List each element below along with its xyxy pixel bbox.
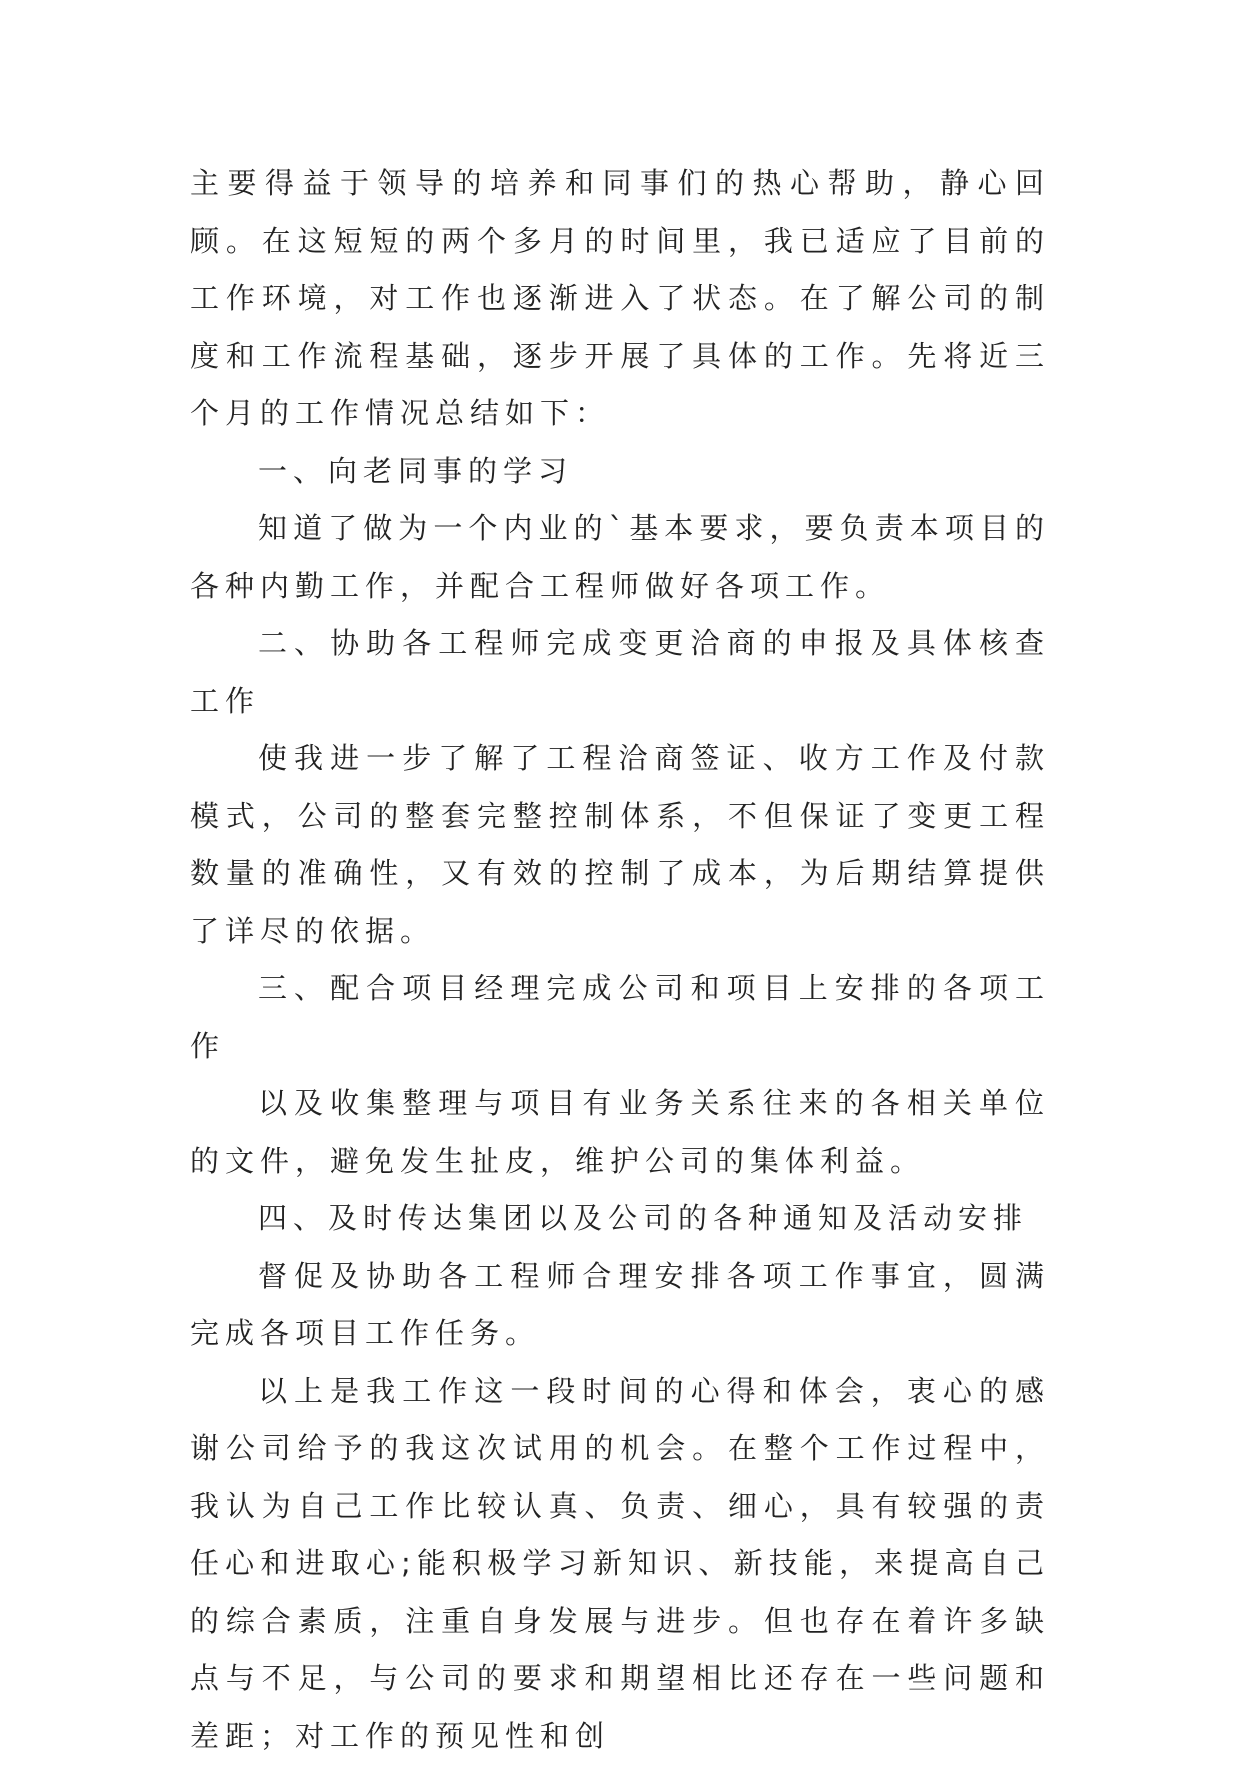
paragraph-section-3: 以及收集整理与项目有业务关系往来的各相关单位的文件，避免发生扯皮，维护公司的集体利益。 (190, 1075, 1050, 1190)
section-heading-2: 二、协助各工程师完成变更洽商的申报及具体核查工作 (190, 615, 1050, 730)
paragraph-section-1: 知道了做为一个内业的`基本要求，要负责本项目的各种内勤工作，并配合工程师做好各项工作。 (190, 500, 1050, 615)
document-body (190, 155, 1050, 1765)
section-heading-4: 四、及时传达集团以及公司的各种通知及活动安排 (190, 1190, 1050, 1248)
section-heading-1: 一、向老同事的学习 (190, 443, 1050, 501)
section-heading-3: 三、配合项目经理完成公司和项目上安排的各项工作 (190, 960, 1050, 1075)
paragraph-intro: 主要得益于领导的培养和同事们的热心帮助，静心回顾。在这短短的两个多月的时间里，我已适应了目前的工作环境，对工作也逐渐进入了状态。在了解公司的制度和工作流程基础，逐步开展了具体的工作。先将近三个月的工作情况总结如下： (190, 155, 1050, 443)
paragraph-section-2: 使我进一步了解了工程洽商签证、收方工作及付款模式，公司的整套完整控制体系，不但保证了变更工程数量的准确性，又有效的控制了成本，为后期结算提供了详尽的依据。 (190, 730, 1050, 960)
paragraph-conclusion: 以上是我工作这一段时间的心得和体会，衷心的感谢公司给予的我这次试用的机会。在整个工作过程中，我认为自己工作比较认真、负责、细心，具有较强的责任心和进取心;能积极学习新知识、新技能，来提高自己的综合素质，注重自身发展与进步。但也存在着许多缺点与不足，与公司的要求和期望相比还存在一些问题和差距；对工作的预见性和创 (190, 1363, 1050, 1765)
paragraph-section-4: 督促及协助各工程师合理安排各项工作事宜，圆满完成各项目工作任务。 (190, 1248, 1050, 1363)
